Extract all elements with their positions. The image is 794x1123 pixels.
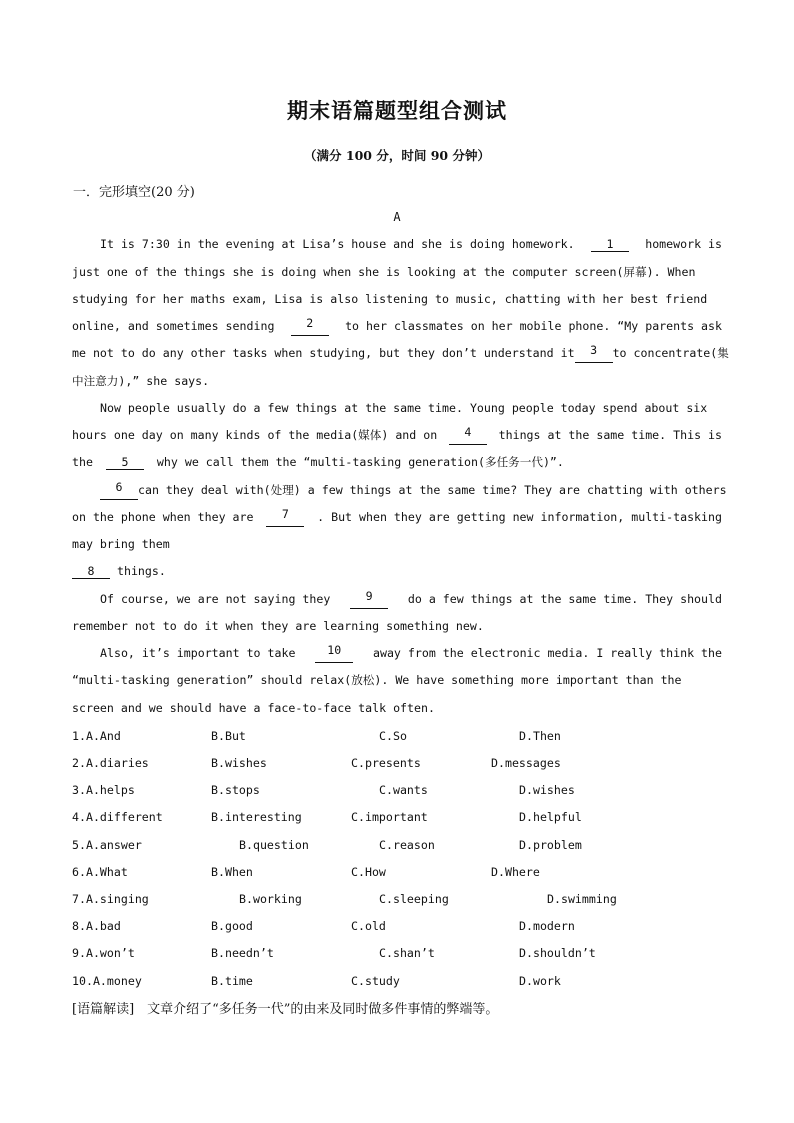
option-a: 9.A.won’t: [72, 946, 135, 960]
option-a: 8.A.bad: [72, 919, 121, 933]
passage-line: studying for her maths exam, Lisa is also listening to music, chatting with her best friend: [72, 292, 708, 306]
option-c: C.important: [351, 810, 428, 824]
option-b: B.But: [211, 729, 246, 743]
option-b: B.interesting: [211, 810, 302, 824]
option-d: D.work: [519, 974, 561, 988]
option-c: C.presents: [351, 756, 421, 770]
passage-line: remember not to do it when they are learning something new.: [72, 619, 484, 633]
blank-3: 3: [575, 343, 613, 363]
option-a: 7.A.singing: [72, 892, 149, 906]
option-a: 4.A.different: [72, 810, 163, 824]
passage-line: Of course, we are not saying they 9 do a few things at the same time. They should: [72, 589, 722, 609]
blank-7: 7: [266, 507, 304, 527]
option-b: B.stops: [211, 783, 260, 797]
option-a: 5.A.answer: [72, 838, 142, 852]
passage-line: on the phone when they are 7 . But when they are getting new information, multi-tasking: [72, 507, 722, 527]
blank-6: 6: [100, 480, 138, 500]
option-c: C.study: [351, 974, 400, 988]
option-a: 3.A.helps: [72, 783, 135, 797]
blank-8: 8: [72, 564, 110, 579]
passage-line: 8 things.: [72, 561, 722, 581]
passage-line: It is 7:30 in the evening at Lisa’s house and she is doing homework. 1 homework is: [100, 237, 722, 251]
option-b: B.good: [211, 919, 253, 933]
option-c: C.reason: [379, 838, 435, 852]
page-title: 期末语篇题型组合测试: [287, 98, 507, 123]
option-d: D.modern: [519, 919, 575, 933]
passage-analysis-note: [语篇解读] 文章介绍了“多任务一代”的由来及同时做多件事情的弊端等。: [72, 1002, 499, 1017]
section-heading: 一．完形填空(20 分): [73, 185, 195, 200]
passage-line: the 5 why we call them the “multi-tasking generation(多任务一代)”.: [72, 455, 564, 469]
passage-line: 6 can they deal with(处理) a few things at the same time? They are chatting with others: [72, 480, 722, 500]
option-a: 10.A.money: [72, 974, 142, 988]
passage-line: Now people usually do a few things at the same time. Young people today spend about six: [100, 401, 708, 415]
option-b: B.needn’t: [211, 946, 274, 960]
option-d: D.problem: [519, 838, 582, 852]
option-d: D.Then: [519, 729, 561, 743]
passage-line: just one of the things she is doing when she is looking at the computer screen(屏幕). When: [72, 265, 696, 279]
option-a: 6.A.What: [72, 865, 128, 879]
passage-line: online, and sometimes sending 2 to her classmates on her mobile phone. “My parents ask: [72, 316, 722, 336]
option-b: B.When: [211, 865, 253, 879]
option-c: C.How: [351, 865, 386, 879]
blank-4: 4: [449, 425, 487, 445]
option-b: B.working: [239, 892, 302, 906]
page-subtitle: （满分 100 分，时间 90 分钟）: [304, 148, 490, 163]
blank-2: 2: [291, 316, 329, 336]
blank-5: 5: [106, 455, 144, 470]
passage-line: me not to do any other tasks when studying, but they don’t understand it 3 to concentrate(集: [72, 343, 722, 363]
passage-line: 中注意力),” she says.: [72, 374, 210, 388]
passage-label: A: [393, 210, 401, 224]
option-a: 2.A.diaries: [72, 756, 149, 770]
option-b: B.question: [239, 838, 309, 852]
option-c: C.wants: [379, 783, 428, 797]
blank-10: 10: [315, 643, 353, 663]
option-b: B.wishes: [211, 756, 267, 770]
passage-line: screen and we should have a face-to-face talk often.: [72, 701, 435, 715]
option-d: D.swimming: [547, 892, 617, 906]
passage-line: hours one day on many kinds of the media(媒体) and on 4 things at the same time. This is: [72, 425, 722, 445]
option-c: C.sleeping: [379, 892, 449, 906]
option-d: D.helpful: [519, 810, 582, 824]
blank-1: 1: [591, 237, 629, 252]
option-d: D.wishes: [519, 783, 575, 797]
option-c: C.old: [351, 919, 386, 933]
blank-9: 9: [350, 589, 388, 609]
passage-line: Also, it’s important to take 10 away from the electronic media. I really think the: [72, 643, 722, 663]
option-d: D.Where: [491, 865, 540, 879]
option-b: B.time: [211, 974, 253, 988]
passage-line: “multi-tasking generation” should relax(放松). We have something more important than the: [72, 673, 682, 687]
option-d: D.shouldn’t: [519, 946, 596, 960]
option-c: C.So: [379, 729, 407, 743]
option-d: D.messages: [491, 756, 561, 770]
option-c: C.shan’t: [379, 946, 435, 960]
passage-line: may bring them: [72, 537, 170, 551]
option-a: 1.A.And: [72, 729, 121, 743]
